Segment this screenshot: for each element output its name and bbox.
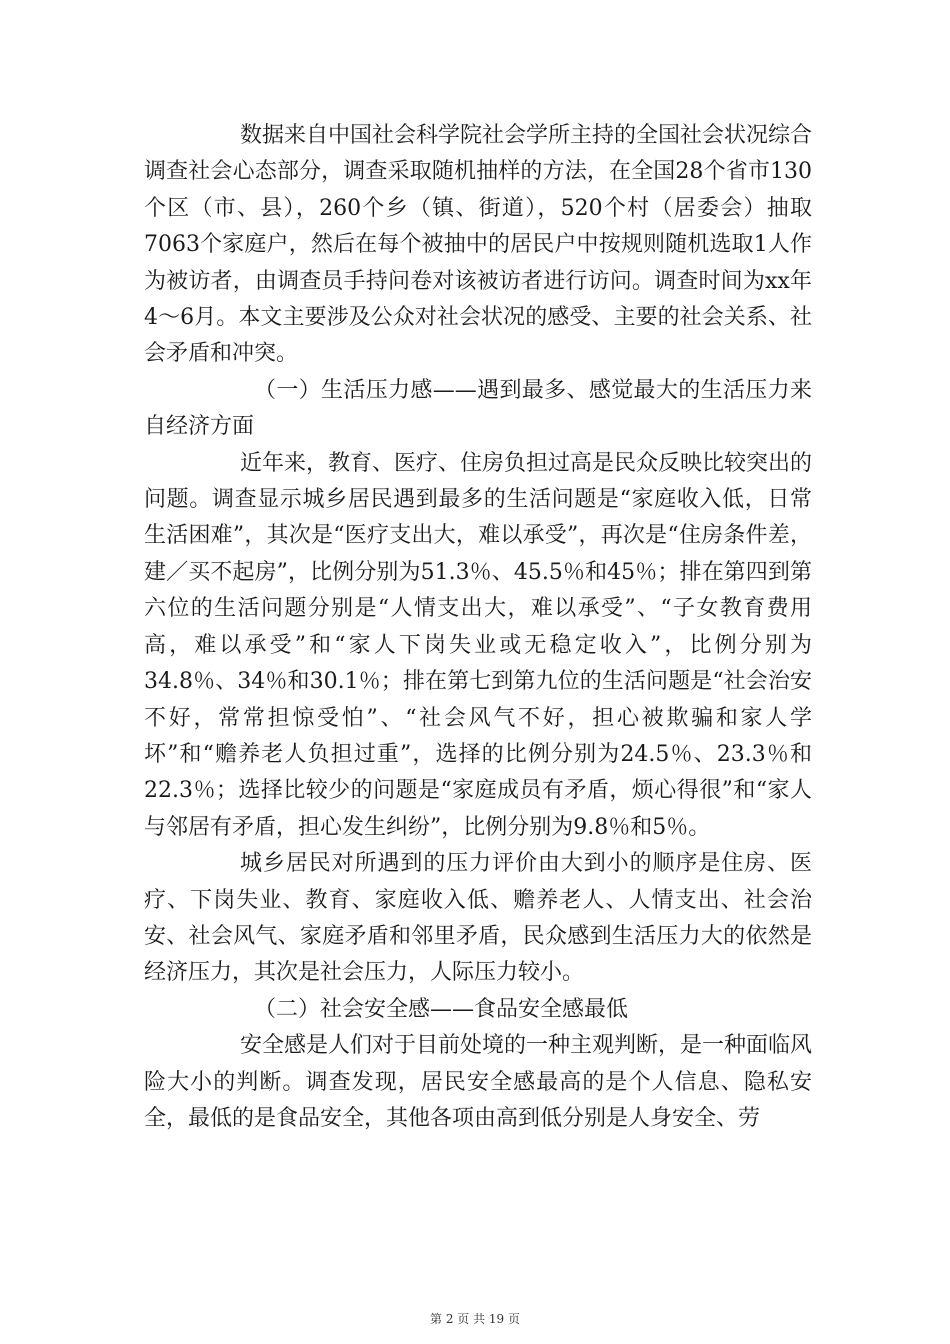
body-text [144,118,812,1137]
section-heading-life-pressure: （一）生活压力感——遇到最多、感觉最大的生活压力来自经济方面 [144,377,812,440]
paragraph-survey-method: 数据来自中国社会科学院社会学所主持的全国社会状况综合调查社会心态部分，调查采取随机抽样的方法，在全国28个省市130个区（市、县），260个乡（镇、街道），520个村（居委会）抽取7063个家庭户，然后在每个被抽中的居民户中按规则随机选取1人作为被访者，由调查员手持问卷对该被访者进行访问。调查时间为xx年4～6月。本文主要涉及公众对社会状况的感受、主要的社会关系、社会矛盾和冲突。 [144,123,813,367]
paragraph-safety-sense: 安全感是人们对于目前处境的一种主观判断，是一种面临风险大小的判断。调查发现，居民安全感最高的是个人信息、隐私安全，最低的是食品安全，其他各项由高到低分别是人身安全、劳 [144,1033,813,1131]
paragraph-life-problems: 近年来，教育、医疗、住房负担过高是民众反映比较突出的问题。调查显示城乡居民遇到最多的生活问题是“家庭收入低，日常生活困难”，其次是“医疗支出大，难以承受”，再次是“住房条件差，建／买不起房”，比例分别为51.3％、45.5％和45％；排在第四到第六位的生活问题分别是“人情支出大，难以承受”、“子女教育费用高，难以承受”和“家人下岗失业或无稳定收入”，比例分别为34.8％、34％和30.1％；排在第七到第九位的生活问题是“社会治安不好，常常担惊受怕”、“社会风气不好，担心被欺骗和家人学坏”和“赡养老人负担过重”，选择的比例分别为24.5％、23.3％和22.3％；选择比较少的问题是“家庭成员有矛盾，烦心得很”和“家人与邻居有矛盾，担心发生纠纷”，比例分别为9.8％和5％。 [144,450,813,840]
page-number: 第 2 页 共 19 页 [430,1312,520,1326]
page-footer [0,1310,950,1327]
section-heading-social-safety: （二）社会安全感——食品安全感最低 [254,996,629,1022]
paragraph-pressure-ranking: 城乡居民对所遇到的压力评价由大到小的顺序是住房、医疗、下岗失业、教育、家庭收入低、赡养老人、人情支出、社会治安、社会风气、家庭矛盾和邻里矛盾，民众感到生活压力大的依然是经济压力，其次是社会压力，人际压力较小。 [144,851,812,986]
